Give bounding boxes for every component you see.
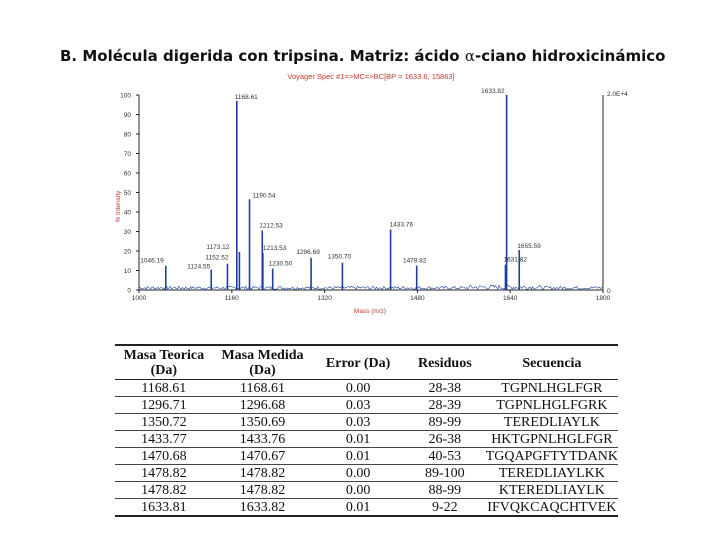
y-tick-label: 90: [123, 112, 131, 119]
slide-title-prefix: B. Molécula digerida con tripsina. Matriz: ácido: [60, 47, 465, 65]
residuos-cell: 40-53: [404, 448, 486, 465]
residuos-cell: 89-100: [404, 465, 486, 482]
secuencia-cell: HKTGPNLHGLFGR: [486, 431, 618, 448]
peak-label: 1124.55: [187, 263, 211, 271]
table-row: [115, 465, 618, 482]
error-cell: 0.00: [312, 482, 404, 499]
x-tick-label: 1480: [410, 295, 425, 302]
masa-medida-cell: 1350.69: [213, 414, 313, 431]
header-secuencia: Secuencia: [486, 345, 618, 380]
y-tick-label: 70: [123, 151, 131, 158]
masa-teorica-cell: 1478.82: [115, 465, 213, 482]
peak-label: 1433.76: [389, 221, 414, 229]
secuencia-cell: TEREDLIAYLKK: [486, 465, 618, 482]
peak-label: 1046.19: [140, 257, 164, 265]
y-tick-label: 0: [127, 287, 131, 295]
residuos-cell: 89-99: [404, 414, 486, 431]
x-axis-label: Mass (m/z): [353, 308, 387, 315]
y-tick-label: 30: [123, 229, 131, 236]
masa-medida-cell: 1478.82: [213, 482, 313, 499]
residuos-cell: 9-22: [404, 499, 486, 517]
y-tick-label: 80: [123, 131, 131, 139]
x-tick-label: 1800: [595, 295, 611, 302]
y-tick-label: 20: [123, 248, 131, 256]
masa-teorica-cell: 1168.61: [115, 380, 213, 397]
masa-teorica-cell: 1470.68: [115, 448, 213, 465]
header-error: Error (Da): [312, 345, 404, 380]
masa-teorica-cell: 1478.82: [115, 482, 213, 499]
spectrum-title: Voyager Spec #1=>MC=>BC[BP = 1633.6, 15863]: [287, 72, 455, 81]
peak-label: 1633.82: [481, 88, 505, 95]
y-axis-label: % Intensity: [115, 190, 122, 223]
masa-teorica-cell: 1633.81: [115, 499, 213, 517]
masa-teorica-cell: 1433.77: [115, 431, 213, 448]
x-tick-label: 1160: [224, 295, 239, 302]
residuos-cell: 28-39: [404, 397, 486, 414]
masa-teorica-cell: 1350.72: [115, 414, 213, 431]
masa-medida-cell: 1470.67: [213, 448, 313, 465]
table-row: [115, 414, 618, 431]
peak-label: 1296.69: [296, 248, 320, 256]
peak-label: 1655.59: [517, 243, 541, 251]
header-residuos: Residuos: [404, 345, 486, 380]
peak-label: 1478.82: [402, 257, 427, 265]
error-cell: 0.00: [312, 380, 404, 397]
header-masa-teorica: Masa Teorica (Da): [115, 345, 213, 380]
peak-label: 1173.12: [206, 243, 230, 251]
alpha-symbol: α: [464, 47, 475, 65]
baseline-noise: [139, 285, 602, 290]
error-cell: 0.00: [312, 465, 404, 482]
masa-medida-cell: 1633.82: [213, 499, 313, 517]
residuos-cell: 28-38: [404, 380, 486, 397]
error-cell: 0.03: [312, 414, 404, 431]
table-header-row: [115, 345, 618, 380]
secuencia-cell: IFVQKCAQCHTVEK: [487, 499, 617, 515]
secuencia-cell: TGQAPGFTYTDANK: [485, 448, 618, 464]
masa-medida-cell: 1296.68: [213, 397, 313, 414]
right-scale-label: 2.0E+4: [607, 91, 628, 98]
peak-label: 1190.54: [252, 192, 276, 200]
x-tick-label: 1000: [131, 295, 147, 302]
table-row: [115, 397, 618, 414]
peak-label: 1168.61: [234, 93, 258, 101]
peak-label: 1213.53: [262, 244, 287, 252]
table-row: [115, 448, 618, 465]
peak-label: 1230.50: [268, 260, 293, 268]
x-tick-label: 1640: [502, 295, 518, 302]
y-tick-label: 60: [123, 170, 131, 178]
header-masa-medida: Masa Medida (Da): [213, 345, 313, 380]
secuencia-cell: TEREDLIAYLK: [486, 414, 618, 431]
error-cell: 0.03: [312, 397, 404, 414]
error-cell: 0.01: [312, 431, 404, 448]
y-tick-label: 100: [120, 92, 131, 100]
slide-title-suffix: -ciano hidroxicinámico: [474, 47, 666, 65]
table-row: [115, 499, 618, 517]
y-tick-label: 40: [123, 209, 131, 217]
y-tick-label: 10: [123, 268, 131, 275]
table-row: [115, 482, 618, 499]
secuencia-cell: KTEREDLIAYLK: [486, 482, 618, 499]
secuencia-cell: TGPNLHGLFGRK: [486, 397, 618, 414]
table-row: [115, 380, 618, 397]
table-row: [115, 431, 618, 448]
masa-medida-cell: 1433.76: [213, 431, 313, 448]
residuos-cell: 26-38: [404, 431, 486, 448]
x-tick-label: 1320: [317, 295, 332, 302]
right-zero-label: 0: [607, 288, 611, 295]
y-tick-label: 50: [123, 190, 131, 197]
peak-label: 1631.82: [503, 256, 527, 264]
masa-medida-cell: 1168.61: [213, 380, 313, 397]
peptide-table: [115, 344, 618, 517]
peak-label: 1152.52: [205, 254, 229, 262]
peak-label: 1350.70: [327, 253, 352, 261]
secuencia-cell: TGPNLHGLFGR: [486, 380, 618, 397]
masa-medida-cell: 1478.82: [213, 465, 313, 482]
error-cell: 0.01: [312, 499, 404, 517]
masa-teorica-cell: 1296.71: [115, 397, 213, 414]
error-cell: 0.01: [312, 448, 404, 465]
peak-label: 1212.53: [259, 222, 283, 230]
residuos-cell: 88-99: [404, 482, 486, 499]
